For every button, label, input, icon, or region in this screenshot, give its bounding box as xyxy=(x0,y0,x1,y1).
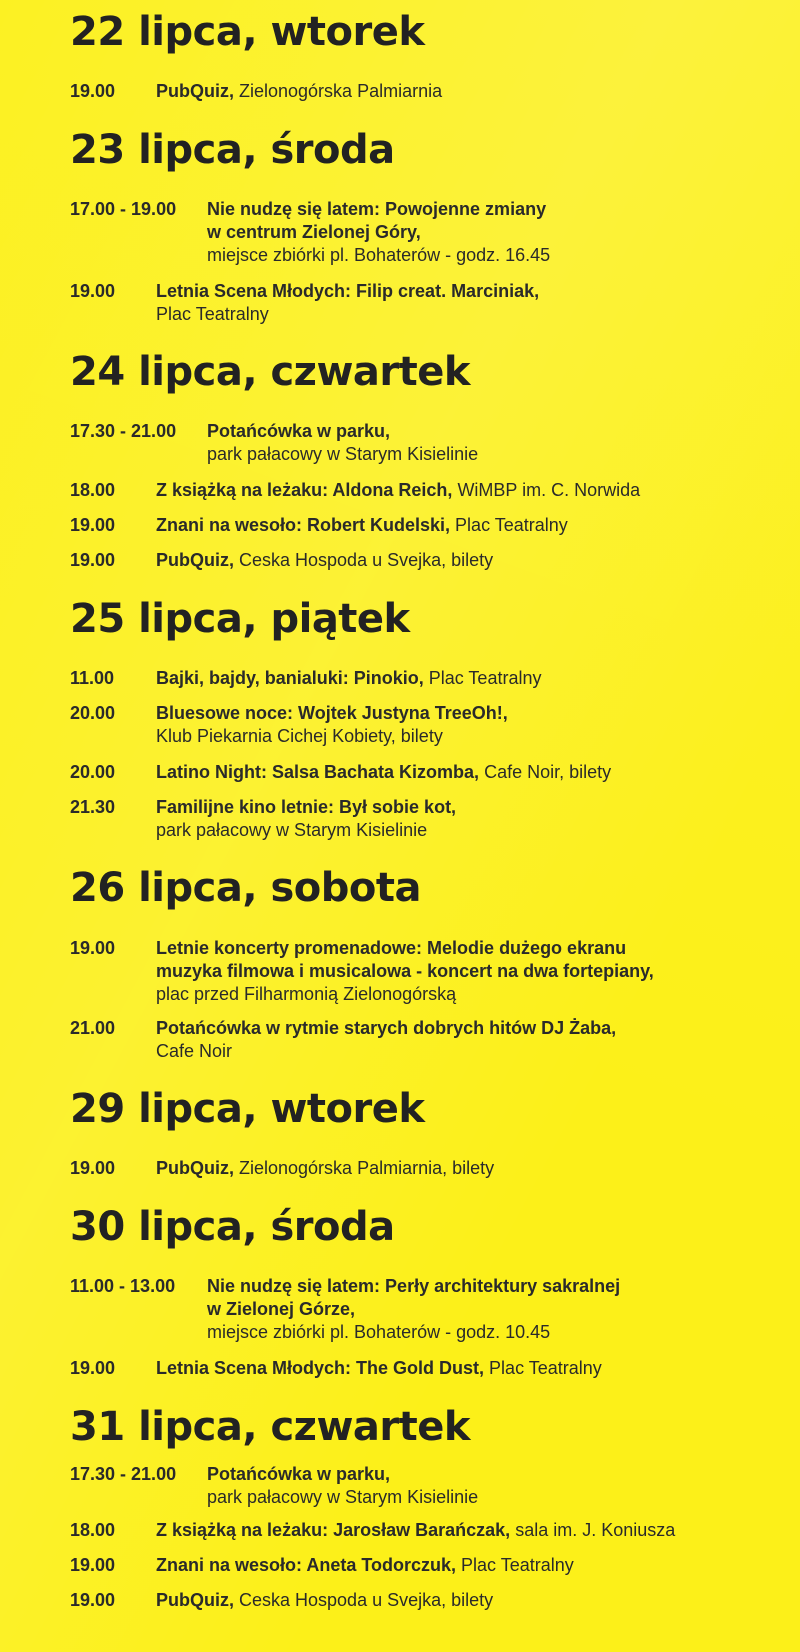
day-heading: 25 lipca, piątek xyxy=(70,596,410,642)
day-heading: 26 lipca, sobota xyxy=(70,865,421,911)
day-heading: 23 lipca, środa xyxy=(70,127,395,173)
event-venue: Cafe Noir, bilety xyxy=(479,762,612,782)
event-venue: Plac Teatralny xyxy=(456,1555,574,1575)
event-description xyxy=(156,667,541,690)
event-title: Potańcówka w parku, xyxy=(207,1464,391,1484)
event-time: 18.00 xyxy=(70,480,116,500)
event-title: Letnia Scena Młodych: The Gold Dust, xyxy=(156,1358,485,1378)
event-title: Z książką na leżaku: Jarosław Barańczak, xyxy=(156,1520,511,1540)
event-venue: miejsce zbiórki pl. Bohaterów - godz. 16.45 xyxy=(207,245,551,265)
event-time: 19.00 xyxy=(70,550,116,570)
event-time: 19.00 xyxy=(70,1358,116,1378)
event-time: 11.00 xyxy=(70,668,115,688)
event-description xyxy=(207,420,478,466)
event-time: 17.30 - 21.00 xyxy=(70,1464,177,1484)
event-time: 20.00 xyxy=(70,703,116,723)
event-title: PubQuiz, xyxy=(156,1158,234,1178)
event-title: Potańcówka w parku, xyxy=(207,421,391,441)
event-venue: Zielonogórska Palmiarnia xyxy=(234,81,443,101)
event-description xyxy=(156,1554,574,1577)
event-venue: plac przed Filharmonią Zielonogórską xyxy=(156,984,457,1004)
event-time: 20.00 xyxy=(70,762,116,782)
event-venue: miejsce zbiórki pl. Bohaterów - godz. 10.45 xyxy=(207,1322,551,1342)
event-venue: Plac Teatralny xyxy=(423,668,542,688)
event-description xyxy=(156,1589,493,1612)
event-description xyxy=(207,1463,478,1509)
event-venue: park pałacowy w Starym Kisielinie xyxy=(207,444,479,464)
event-title: Latino Night: Salsa Bachata Kizomba, xyxy=(156,762,480,782)
event-venue: sala im. J. Koniusza xyxy=(510,1520,676,1540)
event-description xyxy=(156,280,539,326)
event-description xyxy=(156,937,654,1006)
event-venue: park pałacowy w Starym Kisielinie xyxy=(207,1487,479,1507)
event-title: Znani na wesoło: Aneta Todorczuk, xyxy=(156,1555,457,1575)
event-title: PubQuiz, xyxy=(156,550,234,570)
event-title: Letnia Scena Młodych: Filip creat. Marciniak, xyxy=(156,281,540,301)
event-venue: Klub Piekarnia Cichej Kobiety, bilety xyxy=(156,726,443,746)
event-venue: Plac Teatralny xyxy=(156,304,269,324)
event-venue: Plac Teatralny xyxy=(484,1358,602,1378)
event-time: 18.00 xyxy=(70,1520,116,1540)
event-time: 19.00 xyxy=(70,1158,116,1178)
day-heading: 31 lipca, czwartek xyxy=(70,1404,470,1450)
event-description xyxy=(156,702,508,748)
event-description xyxy=(156,1519,675,1542)
event-title: Letnie koncerty promenadowe: Melodie dużego ekranu xyxy=(156,938,627,958)
event-description xyxy=(156,1357,602,1380)
event-venue: Zielonogórska Palmiarnia, bilety xyxy=(234,1158,495,1178)
event-title-continued: w centrum Zielonej Góry, xyxy=(207,222,421,242)
event-title: PubQuiz, xyxy=(156,1590,234,1610)
event-time: 21.30 xyxy=(70,797,116,817)
day-heading: 24 lipca, czwartek xyxy=(70,349,470,395)
day-heading: 30 lipca, środa xyxy=(70,1204,395,1250)
event-time: 19.00 xyxy=(70,1590,116,1610)
event-venue: Cafe Noir xyxy=(156,1041,233,1061)
event-time: 17.00 - 19.00 xyxy=(70,199,177,219)
event-title: Nie nudzę się latem: Perły architektury sakralnej xyxy=(207,1276,621,1296)
event-venue: park pałacowy w Starym Kisielinie xyxy=(156,820,428,840)
event-description xyxy=(156,514,568,537)
event-description xyxy=(156,479,640,502)
event-title: Familijne kino letnie: Był sobie kot, xyxy=(156,797,457,817)
event-description xyxy=(207,198,550,267)
event-title: Znani na wesoło: Robert Kudelski, xyxy=(156,515,451,535)
event-title: Potańcówka w rytmie starych dobrych hitów DJ Żaba, xyxy=(156,1018,617,1038)
event-time: 11.00 - 13.00 xyxy=(70,1276,176,1296)
event-venue: WiMBP im. C. Norwida xyxy=(452,480,641,500)
event-time: 17.30 - 21.00 xyxy=(70,421,177,441)
event-time: 19.00 xyxy=(70,515,116,535)
event-time: 21.00 xyxy=(70,1018,116,1038)
event-title: Bluesowe noce: Wojtek Justyna TreeOh!, xyxy=(156,703,508,723)
event-time: 19.00 xyxy=(70,938,116,958)
event-title: PubQuiz, xyxy=(156,81,234,101)
event-venue: Ceska Hospoda u Svejka, bilety xyxy=(234,550,494,570)
event-time: 19.00 xyxy=(70,81,116,101)
event-description xyxy=(207,1275,620,1344)
event-description xyxy=(156,80,442,103)
event-title-continued: w Zielonej Górze, xyxy=(207,1299,356,1319)
event-venue: Ceska Hospoda u Svejka, bilety xyxy=(234,1590,494,1610)
event-description xyxy=(156,1157,494,1180)
event-venue: Plac Teatralny xyxy=(450,515,568,535)
event-title: Nie nudzę się latem: Powojenne zmiany xyxy=(207,199,547,219)
event-description xyxy=(156,1017,616,1063)
event-time: 19.00 xyxy=(70,281,116,301)
day-heading: 29 lipca, wtorek xyxy=(70,1086,425,1132)
day-heading: 22 lipca, wtorek xyxy=(70,9,425,55)
event-description xyxy=(156,761,611,784)
event-description xyxy=(156,796,456,842)
event-time: 19.00 xyxy=(70,1555,116,1575)
event-title: Bajki, bajdy, banialuki: Pinokio, xyxy=(156,668,424,688)
event-title-continued: muzyka filmowa i musicalowa - koncert na dwa fortepiany, xyxy=(156,961,654,981)
event-title: Z książką na leżaku: Aldona Reich, xyxy=(156,480,453,500)
event-description xyxy=(156,549,493,572)
